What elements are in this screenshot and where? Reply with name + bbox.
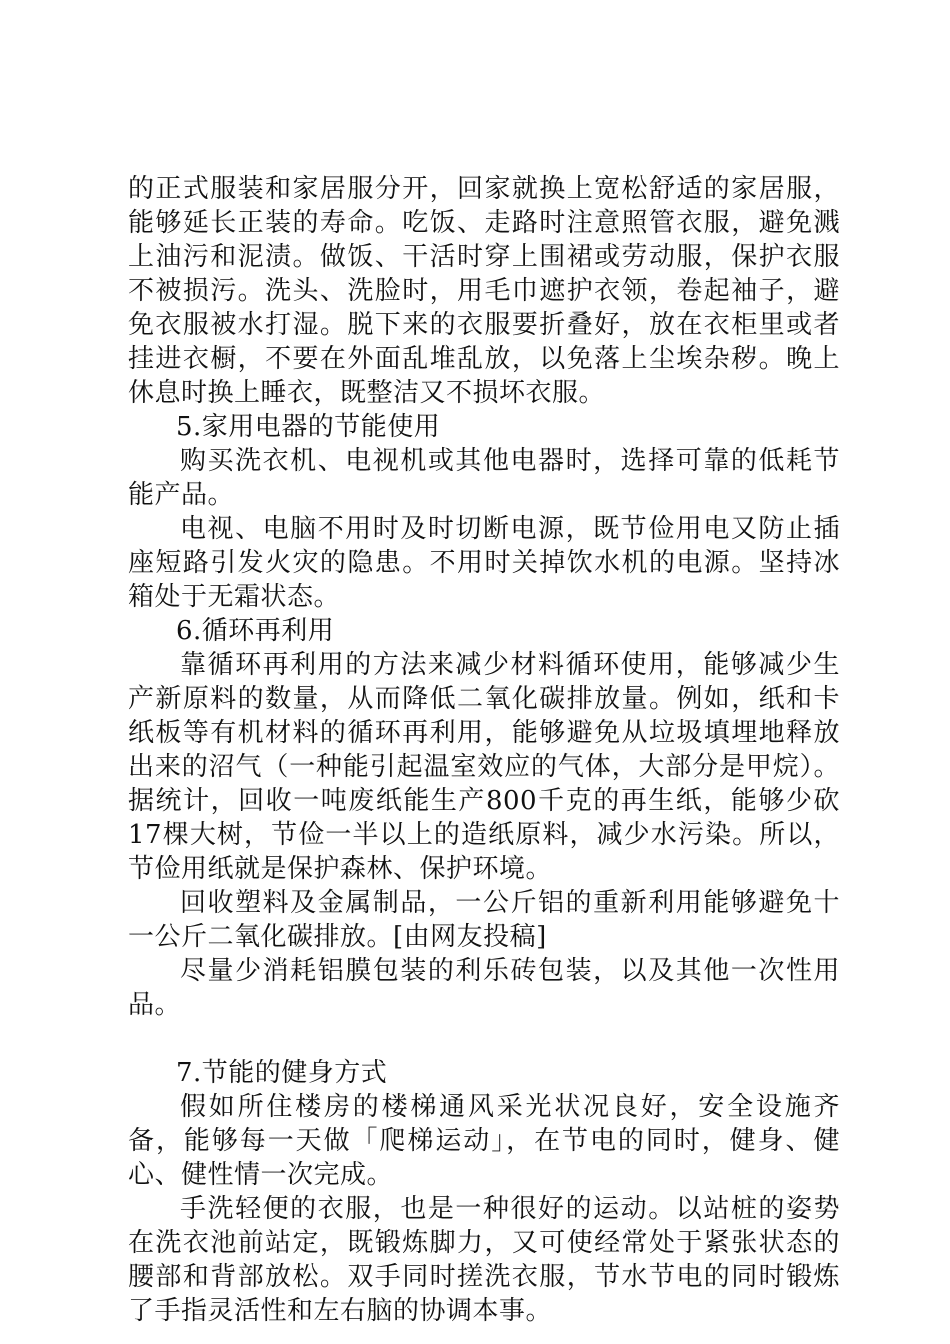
paragraph-metal-recycling: 回收塑料及金属制品，一公斤铝的重新利用能够避免十一公斤二氧化碳排放。[由网友投稿] — [128, 888, 840, 952]
paragraph-power-off: 电视、电脑不用时及时切断电源，既节俭用电又防止插座短路引发火灾的隐患。不用时关掉饮水机的电源。坚持冰箱处于无霜状态。 — [128, 514, 840, 612]
paragraph-recycling: 靠循环再利用的方法来减少材料循环使用，能够减少生产新原料的数量，从而降低二氧化碳排放量。例如，纸和卡纸板等有机材料的循环再利用，能够避免从垃圾填埋地释放出来的沼气（一种能引起温室效应的气体，大部分是甲烷）。据统计，回收一吨废纸能生产800千克的再生纸，能够少砍17棵大树，节俭一半以上的造纸原料，减少水污染。所以，节俭用纸就是保护森林、保护环境。 — [128, 650, 840, 884]
paragraph-packaging: 尽量少消耗铝膜包装的利乐砖包装，以及其他一次性用品。 — [128, 956, 840, 1020]
paragraph-buy-appliances: 购买洗衣机、电视机或其他电器时，选择可靠的低耗节能产品。 — [128, 446, 840, 510]
section-heading-appliances: 5.家用电器的节能使用 — [176, 412, 441, 442]
section-heading-recycling: 6.循环再利用 — [176, 616, 335, 646]
paragraph-clothing-care: 的正式服装和家居服分开，回家就换上宽松舒适的家居服，能够延长正装的寿命。吃饭、走路时注意照管衣服，避免溅上油污和泥渍。做饭、干活时穿上围裙或劳动服，保护衣服不被损污。洗头、洗脸时，用毛巾遮护衣领，卷起袖子，避免衣服被水打湿。脱下来的衣服要折叠好，放在衣柜里或者挂进衣橱，不要在外面乱堆乱放，以免落上尘埃杂秽。晚上休息时换上睡衣，既整洁又不损坏衣服。 — [128, 174, 840, 408]
document-body — [128, 172, 840, 1328]
paragraph-hand-wash: 手洗轻便的衣服，也是一种很好的运动。以站桩的姿势在洗衣池前站定，既锻炼脚力，又可使经常处于紧张状态的腰部和背部放松。双手同时搓洗衣服，节水节电的同时锻炼了手指灵活性和左右脑的协调本事。 — [128, 1194, 840, 1326]
section-heading-fitness: 7.节能的健身方式 — [176, 1058, 388, 1088]
paragraph-stairs: 假如所住楼房的楼梯通风采光状况良好，安全设施齐备，能够每一天做「爬梯运动」，在节电的同时，健身、健心、健性情一次完成。 — [128, 1092, 840, 1190]
